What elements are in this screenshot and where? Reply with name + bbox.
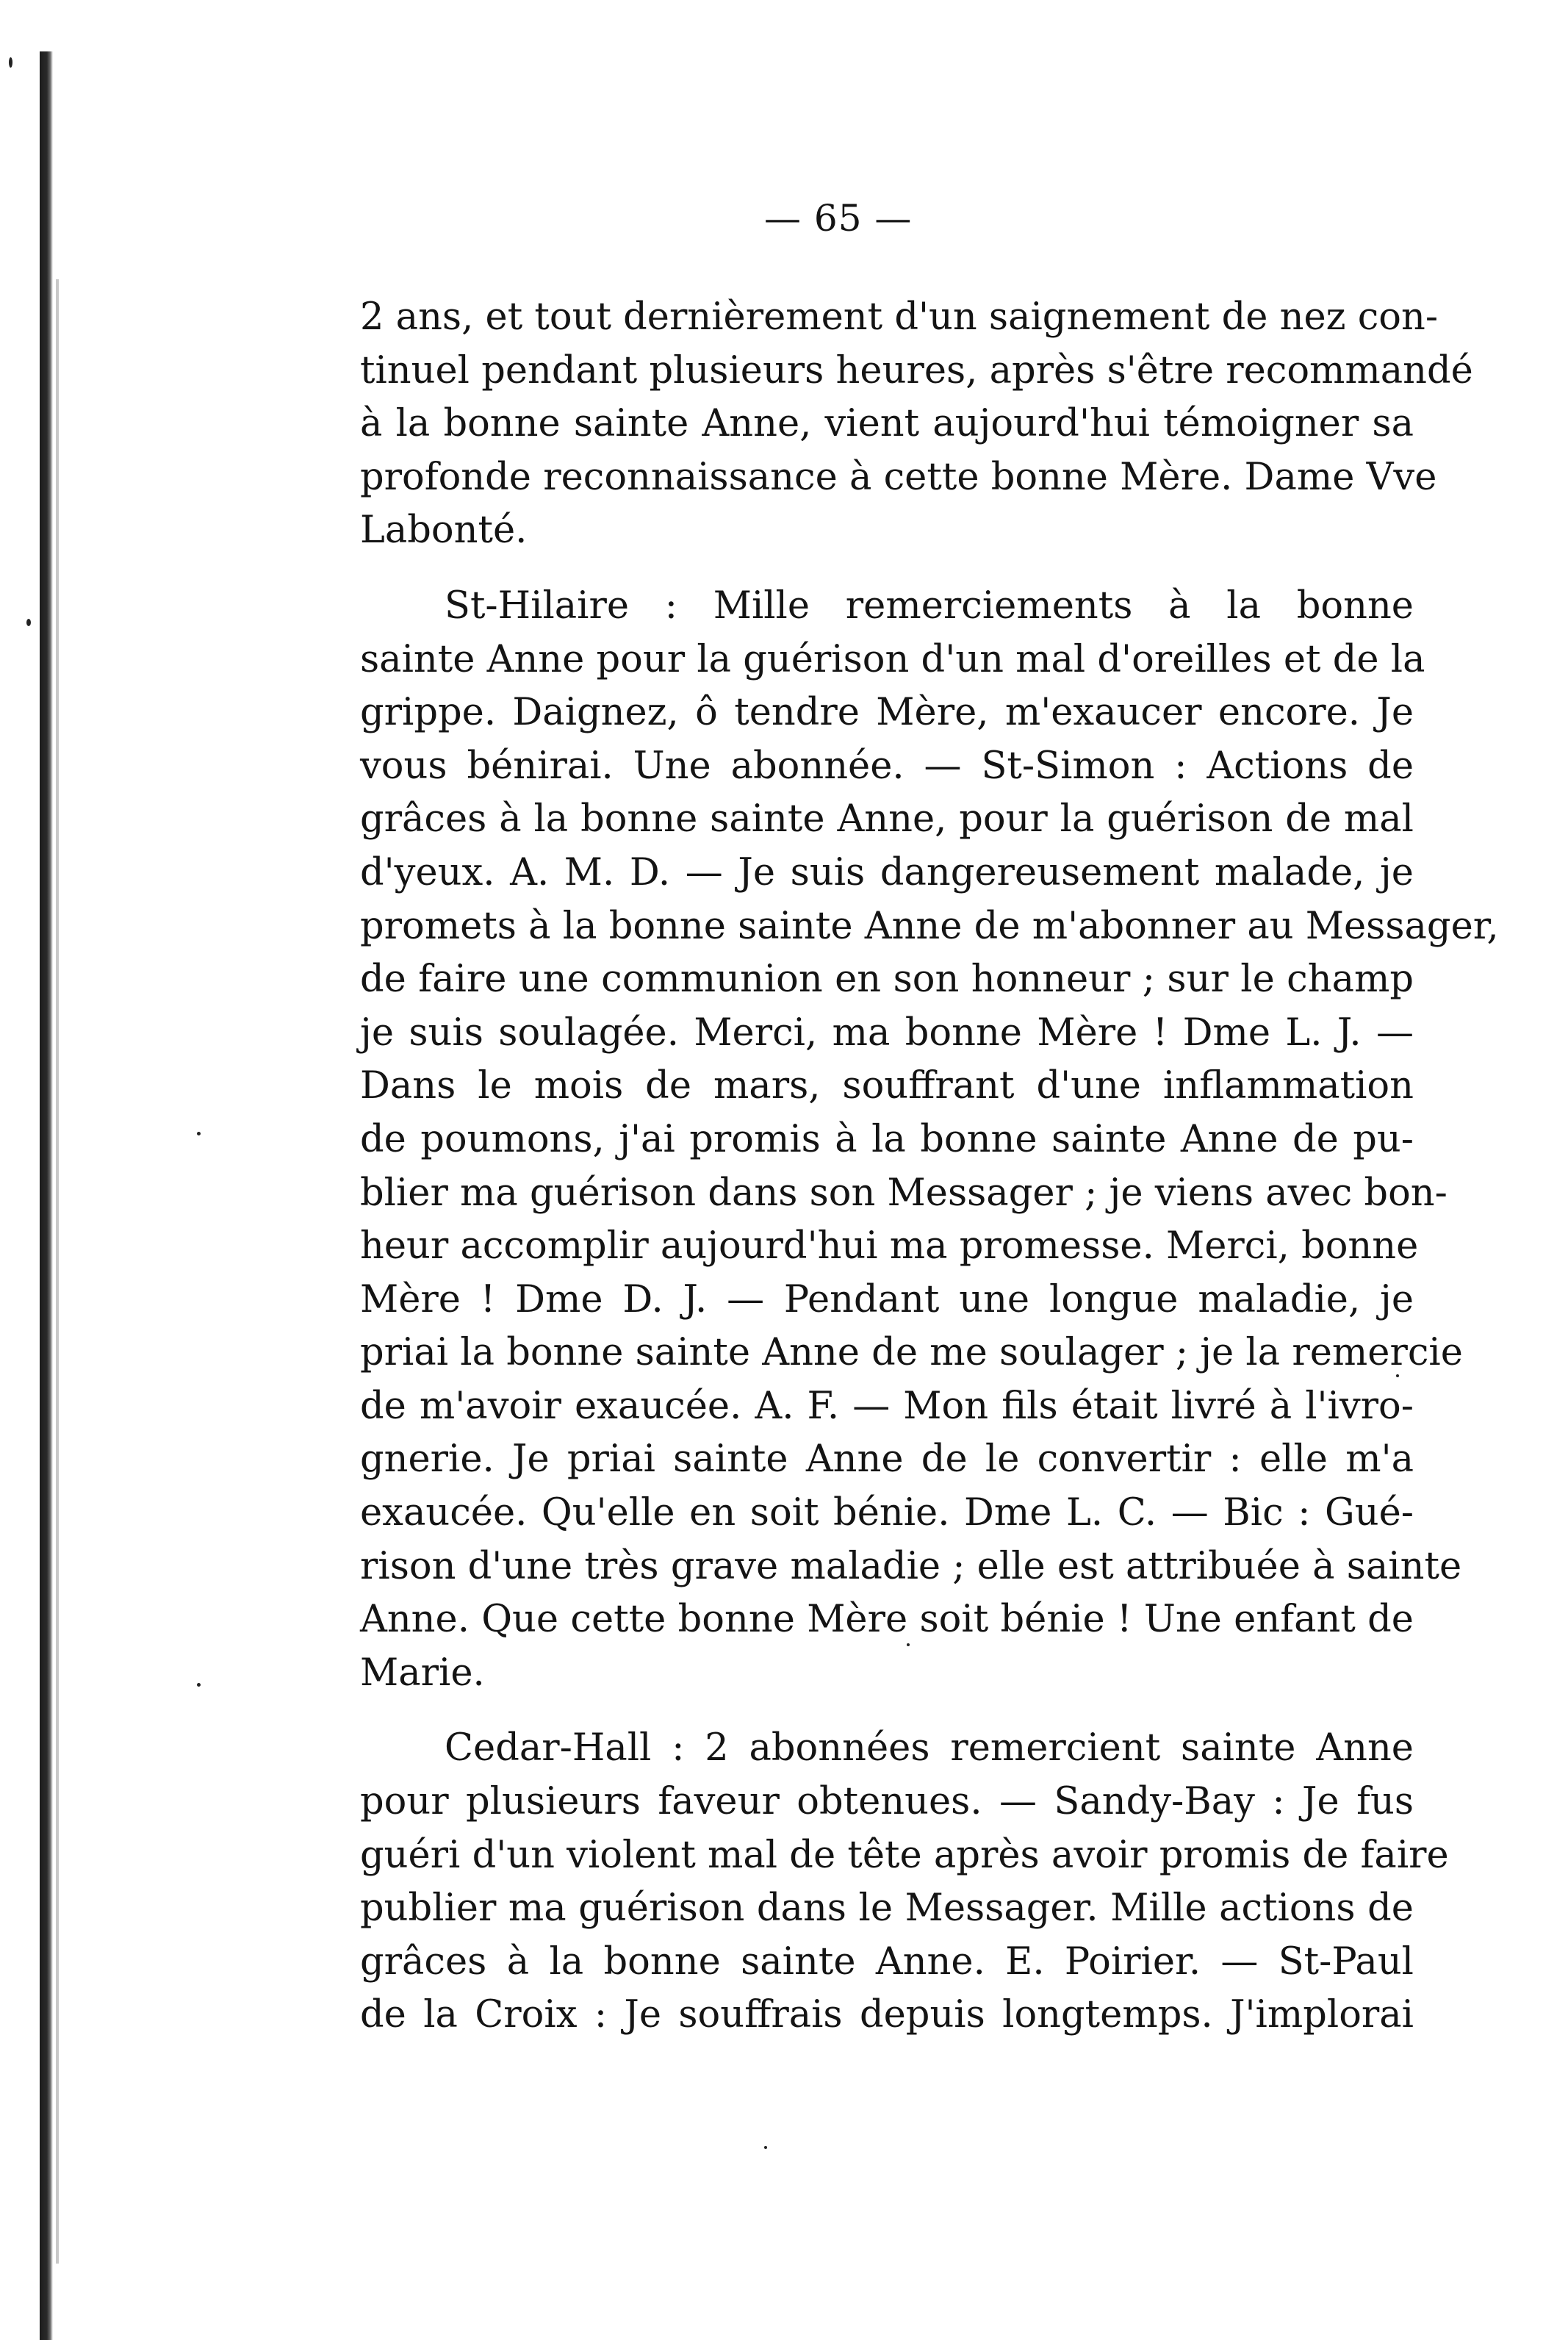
scan-streak bbox=[56, 279, 59, 2264]
scan-speck bbox=[9, 57, 12, 68]
text-line: de m'avoir exaucée. A. F. — Mon fils était livré à l'ivro- bbox=[360, 1384, 1414, 1428]
text-line: je suis soulagée. Merci, ma bonne Mère ! Dme L. J. — bbox=[360, 1011, 1414, 1055]
text-line: Anne. Que cette bonne Mère soit bénie ! Une enfant de bbox=[360, 1598, 1414, 1642]
text-line: de poumons, j'ai promis à la bonne sainte Anne de pu- bbox=[360, 1117, 1414, 1161]
scan-speck bbox=[197, 1132, 201, 1135]
paragraph bbox=[360, 1722, 1449, 2042]
text-line: grâces à la bonne sainte Anne, pour la guérison de mal bbox=[360, 797, 1414, 841]
text-line: tinuel pendant plusieurs heures, après s'être recommandé bbox=[360, 348, 1473, 392]
paragraph bbox=[360, 580, 1499, 1700]
text-line: grâces à la bonne sainte Anne. E. Poirier. — St-Paul bbox=[360, 1939, 1414, 1984]
text-line: publier ma guérison dans le Messager. Mille actions de bbox=[360, 1887, 1414, 1931]
page-body bbox=[360, 291, 1499, 2042]
text-line: pour plusieurs faveur obtenues. — Sandy-Bay : Je fus bbox=[360, 1780, 1414, 1824]
text-line: heur accomplir aujourd'hui ma promesse. Merci, bonne bbox=[360, 1224, 1419, 1268]
text-line: 2 ans, et tout dernièrement d'un saignement de nez con- bbox=[360, 295, 1439, 339]
text-line: rison d'une très grave maladie ; elle est attribuée à sainte bbox=[360, 1544, 1462, 1588]
text-line: de la Croix : Je souffrais depuis longtemps. J'implorai bbox=[360, 1993, 1414, 2037]
text-line: Cedar-Hall : 2 abonnées remercient sainte Anne bbox=[445, 1726, 1414, 1770]
text-line: Dans le mois de mars, souffrant d'une inflammation bbox=[360, 1064, 1414, 1108]
page-binding-edge bbox=[40, 51, 53, 2340]
text-line: promets à la bonne sainte Anne de m'abonner au Messager, bbox=[360, 904, 1499, 948]
text-line: guéri d'un violent mal de tête après avoir promis de faire bbox=[360, 1833, 1449, 1877]
text-line: de faire une communion en son honneur ; sur le champ bbox=[360, 958, 1414, 1002]
text-line: gnerie. Je priai sainte Anne de le convertir : elle m'a bbox=[360, 1438, 1414, 1482]
text-line: priai la bonne sainte Anne de me soulager ; je la remercie bbox=[360, 1331, 1463, 1375]
text-line: exaucée. Qu'elle en soit bénie. Dme L. C. — Bic : Gué- bbox=[360, 1491, 1414, 1535]
text-line: d'yeux. A. M. D. — Je suis dangereusement malade, je bbox=[360, 850, 1414, 894]
text-line: Mère ! Dme D. J. — Pendant une longue maladie, je bbox=[360, 1277, 1414, 1321]
scan-speck bbox=[764, 2146, 767, 2149]
paragraph bbox=[360, 291, 1473, 558]
text-line: Marie. bbox=[360, 1651, 485, 1695]
scan-speck bbox=[197, 1683, 201, 1687]
text-line: grippe. Daignez, ô tendre Mère, m'exaucer encore. Je bbox=[360, 691, 1414, 735]
text-line: profonde reconnaissance à cette bonne Mère. Dame Vve bbox=[360, 455, 1437, 499]
page-number: — 65 — bbox=[764, 197, 913, 240]
scan-speck bbox=[26, 619, 31, 626]
text-line: vous bénirai. Une abonnée. — St-Simon : Actions de bbox=[360, 744, 1414, 788]
text-line: Labonté. bbox=[360, 509, 528, 553]
text-line: à la bonne sainte Anne, vient aujourd'hui témoigner sa bbox=[360, 402, 1414, 446]
text-line: blier ma guérison dans son Messager ; je viens avec bon- bbox=[360, 1171, 1447, 1215]
text-line: St-Hilaire : Mille remerciements à la bonne bbox=[445, 584, 1414, 628]
text-line: sainte Anne pour la guérison d'un mal d'oreilles et de la bbox=[360, 637, 1425, 681]
